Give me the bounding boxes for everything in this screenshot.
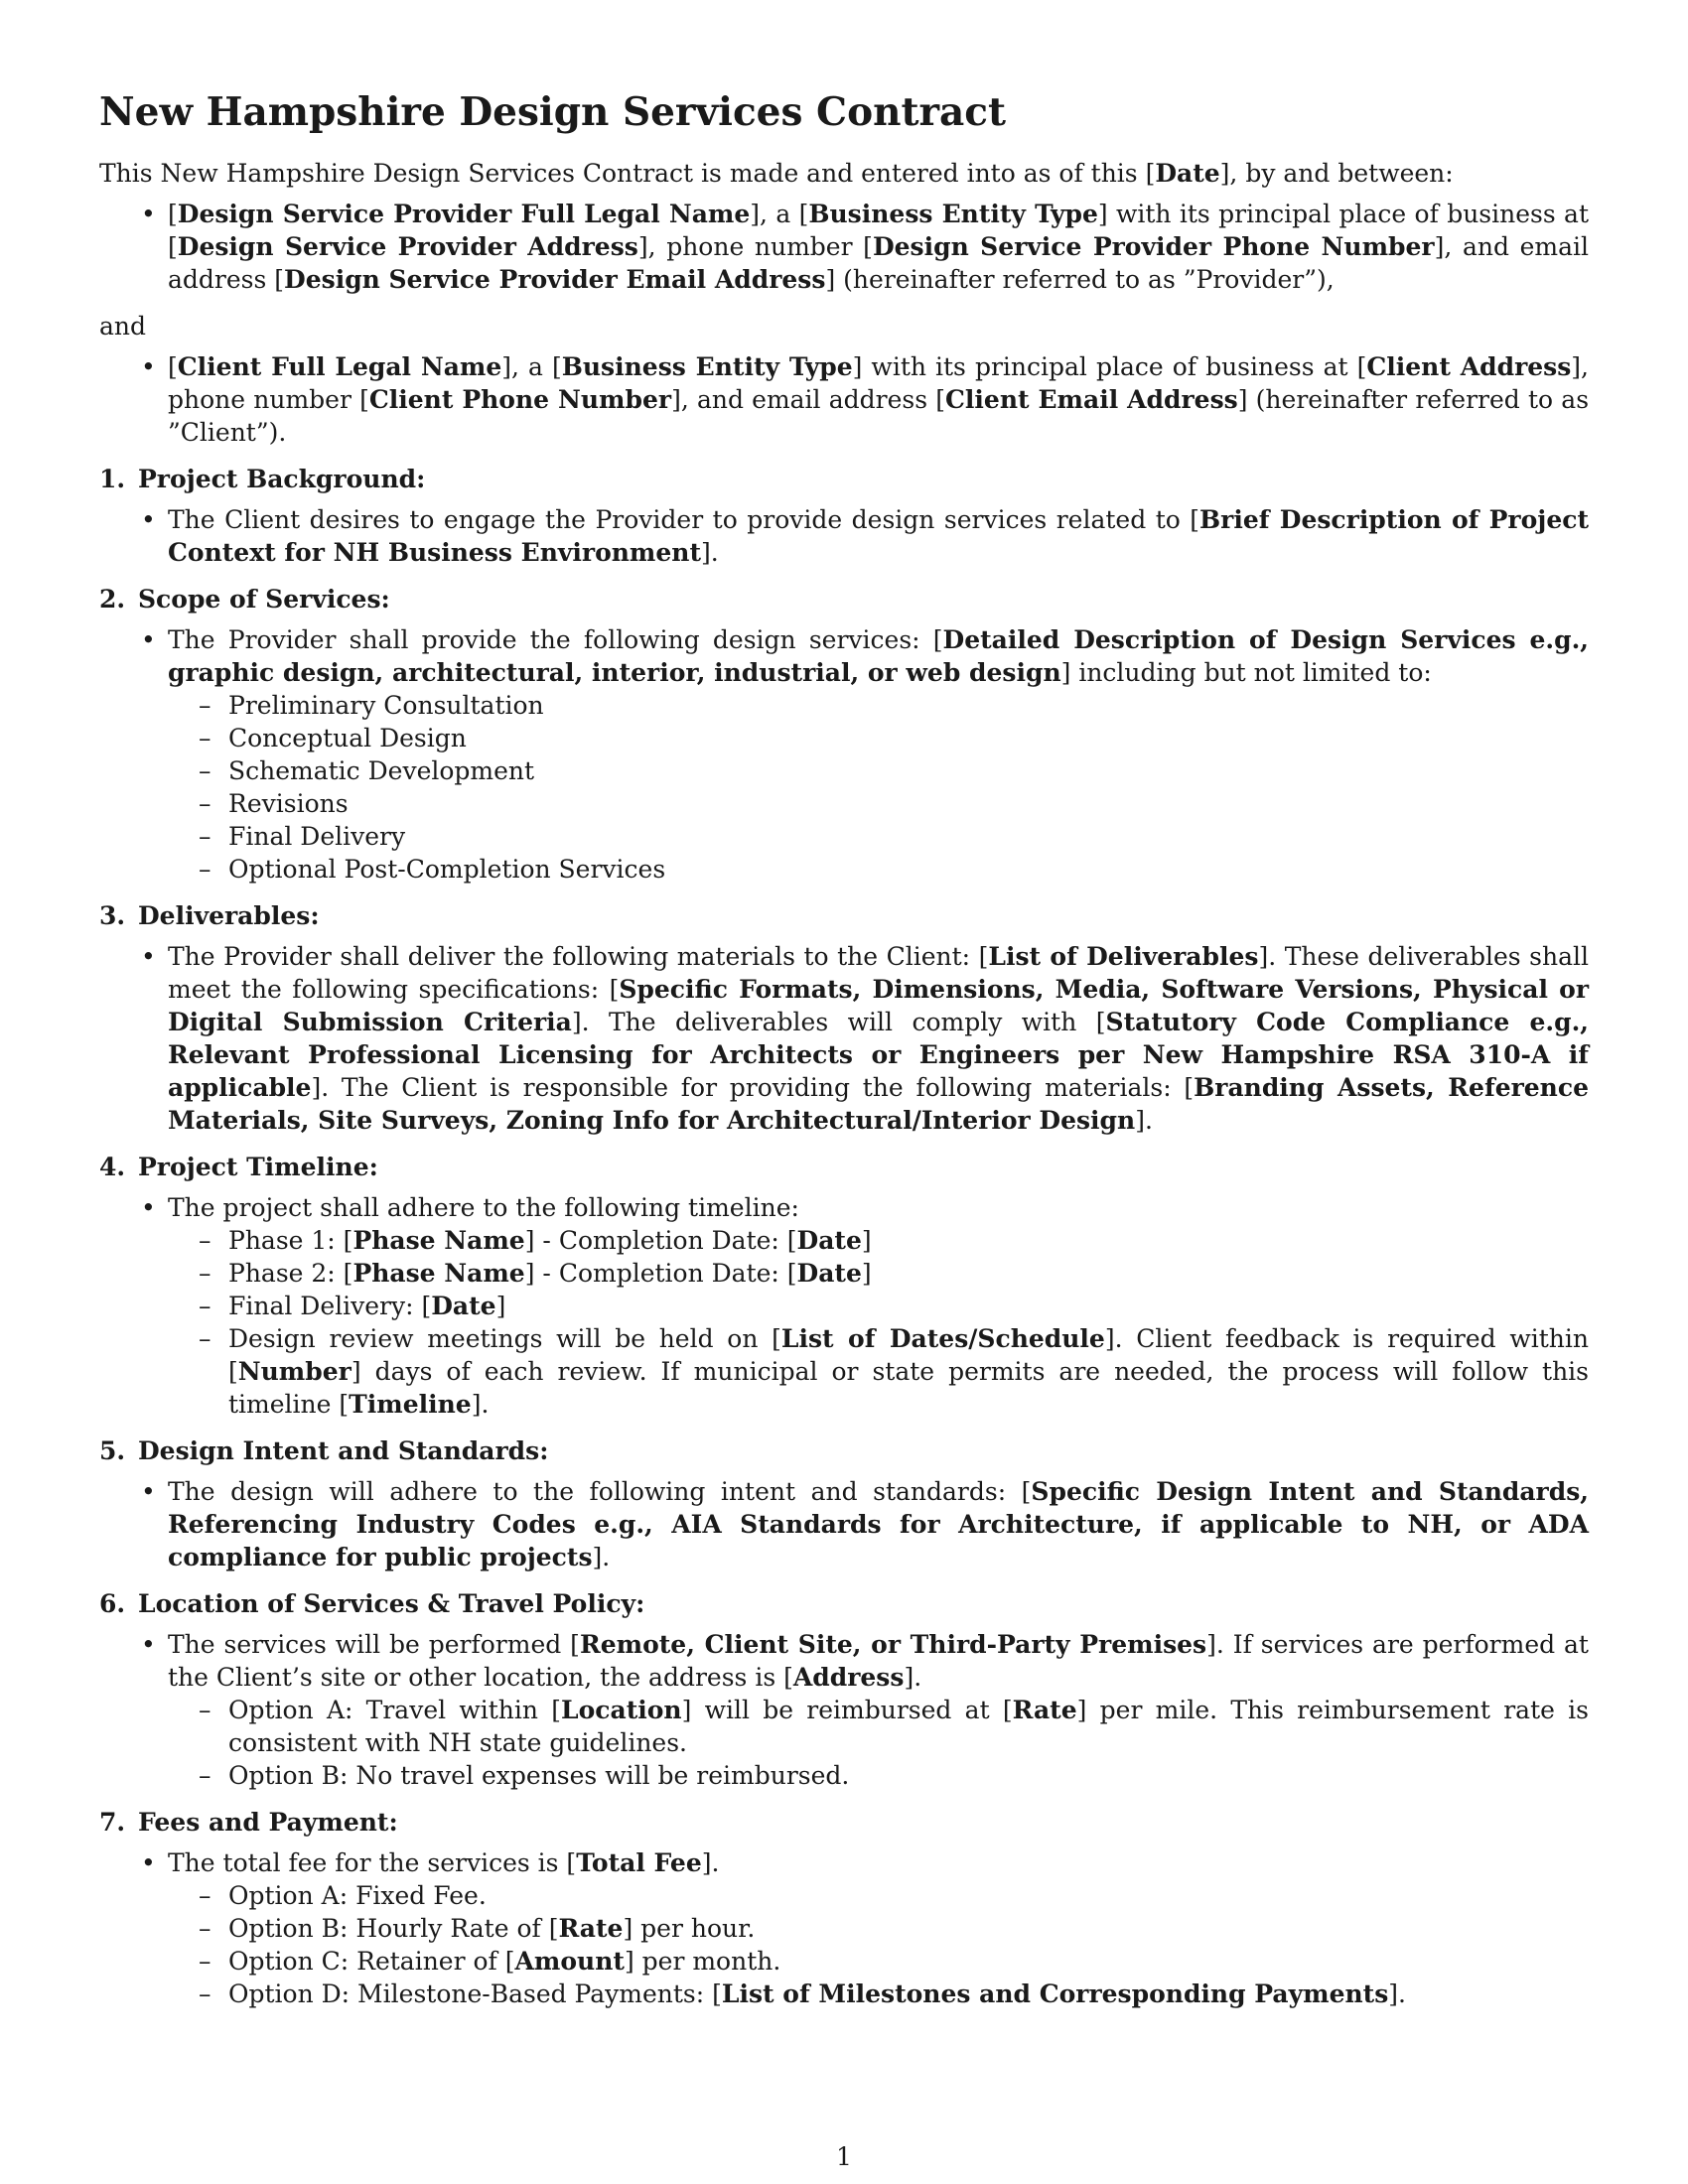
document-title: New Hampshire Design Services Contract: [99, 89, 1007, 135]
contract-page: [99, 87, 1589, 2016]
section-heading: 6. Location of Services & Travel Policy:: [99, 1589, 645, 1618]
timeline-list: [168, 1224, 1589, 1421]
section-fees-payment: [99, 1806, 1589, 2010]
scope-items-list: [168, 689, 1589, 886]
section-project-timeline: [99, 1151, 1589, 1421]
party-provider: • [Design Service Provider Full Legal Name], a [Business Entity Type] with its principal place of business at [Design Service Provider Address], phone number [Design Service Provider Phone Number], and email address [Design Service Provider Email Address] (hereinafter referred to as ”Provider”),: [168, 198, 1589, 296]
section-bullet: • The design will adhere to the following intent and standards: [Specific Design Intent and Standards, Referencing Industry Codes e.g., AIA Standards for Architecture, if applicable to NH, or ADA compliance for public projects].: [168, 1475, 1589, 1573]
section-heading: 5. Design Intent and Standards:: [99, 1436, 549, 1465]
section-bullet: • The services will be performed [Remote, Client Site, or Third-Party Premises]. If services are performed at the Client’s site or other location, the address is [Address]. – Option A: Travel within [Location] will be reimbursed at [Rate] per mile. This reimbursement rate is consistent with NH state guidelines. – Option B: No travel expenses will be reimbursed.: [168, 1628, 1589, 1792]
list-item: – Revisions: [228, 787, 1589, 820]
party-client-list: [99, 350, 1589, 449]
section-heading: 7. Fees and Payment:: [99, 1808, 398, 1837]
section-heading: 4. Project Timeline:: [99, 1153, 378, 1181]
list-item: – Final Delivery: [228, 820, 1589, 853]
list-item: – Option B: Hourly Rate of [Rate] per hour.: [228, 1912, 1589, 1945]
section-bullet: • The Provider shall deliver the following materials to the Client: [List of Deliverables]. These deliverables shall meet the following specifications: [Specific Formats, Dimensions, Media, Software Versions, Physical or Digital Submission Criteria]. The deliverables will comply with [Statutory Code Compliance e.g., Relevant Professional Licensing for Architects or Engineers per New Hampshire RSA 310-A if applicable]. The Client is responsible for providing the following materials: [Branding Assets, Reference Materials, Site Surveys, Zoning Info for Architectural/Interior Design].: [168, 940, 1589, 1137]
list-item: – Design review meetings will be held on [List of Dates/Schedule]. Client feedback is required within [Number] days of each review. If municipal or state permits are needed, the process will follow this timeline [Timeline].: [228, 1322, 1589, 1421]
list-item: – Option A: Travel within [Location] will be reimbursed at [Rate] per mile. This reimbursement rate is consistent with NH state guidelines.: [228, 1694, 1589, 1759]
list-item: – Preliminary Consultation: [228, 689, 1589, 722]
list-item: – Phase 1: [Phase Name] - Completion Date: [Date]: [228, 1224, 1589, 1257]
section-heading: 2. Scope of Services:: [99, 585, 390, 614]
section-bullet: • The Provider shall provide the following design services: [Detailed Description of Design Services e.g., graphic design, architectural, interior, industrial, or web design] including but not limited to: – Preliminary Consultation – Conceptual Design – Schematic Development – Revisions – Final Delivery – Optional Post-Completion Services: [168, 623, 1589, 886]
list-item: – Schematic Development: [228, 754, 1589, 787]
list-item: – Conceptual Design: [228, 722, 1589, 754]
page-number: 1: [836, 2142, 852, 2171]
section-bullet: • The project shall adhere to the following timeline: – Phase 1: [Phase Name] - Completion Date: [Date] – Phase 2: [Phase Name] - Completion Date: [Date] – Final Delivery: [Date] – Design review meetings will be held on [List of Dates/Schedule]. Client feedback is required within [Number] days of each review. If municipal or state permits are needed, the process will follow this timeline [Timeline].: [168, 1191, 1589, 1421]
fee-options-list: [168, 1879, 1589, 2010]
section-location-travel: [99, 1587, 1589, 1792]
list-item: – Option C: Retainer of [Amount] per month.: [228, 1945, 1589, 1978]
section-bullet: • The total fee for the services is [Total Fee]. – Option A: Fixed Fee. – Option B: Hourly Rate of [Rate] per hour. – Option C: Retainer of [Amount] per month. – Option D: Milestone-Based Payments: [List of Milestones and Corresponding Payments].: [168, 1846, 1589, 2010]
and-connector: and: [99, 312, 147, 341]
list-item: – Option B: No travel expenses will be reimbursed.: [228, 1759, 1589, 1792]
party-client: • [Client Full Legal Name], a [Business Entity Type] with its principal place of business at [Client Address], phone number [Client Phone Number], and email address [Client Email Address] (hereinafter referred to as ”Client”).: [168, 350, 1589, 449]
section-deliverables: [99, 899, 1589, 1137]
list-item: – Option A: Fixed Fee.: [228, 1879, 1589, 1912]
list-item: – Optional Post-Completion Services: [228, 853, 1589, 886]
section-project-background: [99, 463, 1589, 569]
section-heading: 3. Deliverables:: [99, 901, 320, 930]
intro-paragraph: This New Hampshire Design Services Contract is made and entered into as of this [Date], by and between:: [99, 159, 1454, 188]
travel-options-list: [168, 1694, 1589, 1792]
section-bullet: • The Client desires to engage the Provider to provide design services related to [Brief Description of Project Context for NH Business Environment].: [168, 503, 1589, 569]
list-item: – Option D: Milestone-Based Payments: [List of Milestones and Corresponding Payments].: [228, 1978, 1589, 2010]
list-item: – Final Delivery: [Date]: [228, 1290, 1589, 1322]
section-design-intent: [99, 1434, 1589, 1573]
list-item: – Phase 2: [Phase Name] - Completion Date: [Date]: [228, 1257, 1589, 1290]
party-provider-list: [99, 198, 1589, 296]
section-heading: 1. Project Background:: [99, 465, 426, 493]
section-scope-of-services: [99, 583, 1589, 886]
